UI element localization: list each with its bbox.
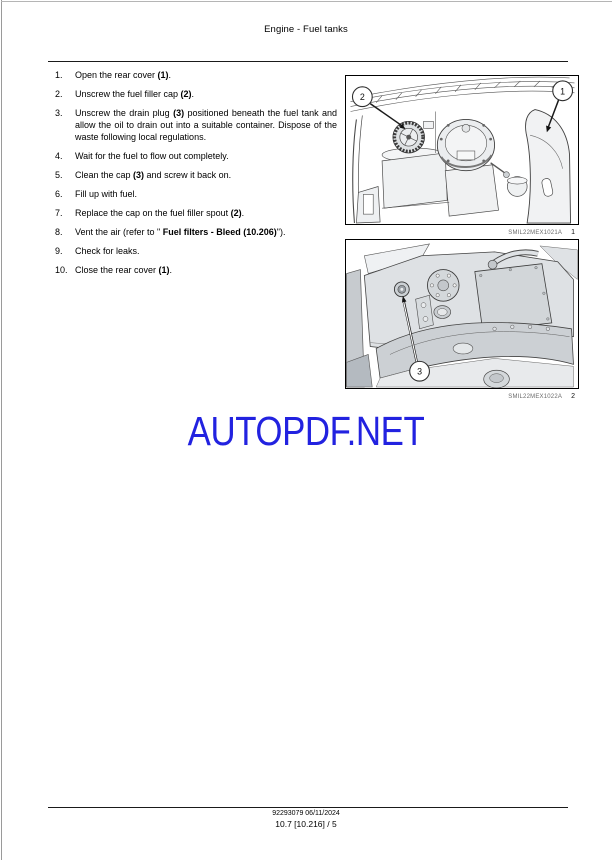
step-text-regular: Wait for the fuel to flow out completely. <box>75 151 229 161</box>
underside-illustration <box>346 240 578 388</box>
step-text <box>75 69 337 81</box>
step-item-9 <box>55 245 337 257</box>
step-item-5 <box>55 169 337 181</box>
step-text-regular: . <box>169 265 173 275</box>
step-item-3 <box>55 107 337 143</box>
step-text-regular: Clean the cap <box>75 170 134 180</box>
step-text-bold: (1) <box>158 265 170 275</box>
callout-1-label: 1 <box>560 86 566 97</box>
procedure-steps <box>55 69 337 283</box>
bolt-flange <box>427 270 459 302</box>
reservoir-body <box>382 153 447 208</box>
step-text-regular: Fill up with fuel. <box>75 189 138 199</box>
figure-1-code: SMIL22MEX1021A <box>508 229 563 236</box>
scan-edge-top <box>1 1 612 2</box>
step-text-regular: positioned beneath the fuel tank and allow the oil to drain out into a suitable container. Dispose of the waste following local regulations. <box>75 108 337 142</box>
step-text <box>75 169 337 181</box>
step-text-regular: Vent the air (refer to " <box>75 227 163 237</box>
step-item-1 <box>55 69 337 81</box>
page-title: Engine - Fuel tanks <box>264 24 348 35</box>
step-number: 6. <box>55 189 63 199</box>
step-text <box>75 150 337 162</box>
step-text-regular: . <box>191 89 195 99</box>
step-text-regular: Open the rear cover <box>75 70 158 80</box>
step-item-6 <box>55 188 337 200</box>
step-text <box>75 188 337 200</box>
step-text <box>75 245 337 257</box>
footer-page-ref: 10.7 [10.216] / 5 <box>275 819 337 829</box>
step-item-10 <box>55 264 337 276</box>
step-text <box>75 107 337 143</box>
figure-2-code: SMIL22MEX1022A <box>508 393 563 400</box>
step-text <box>75 88 337 100</box>
step-number: 2. <box>55 89 63 99</box>
watermark: AUTOPDF.NET <box>187 408 425 454</box>
small-canister <box>507 177 527 197</box>
figure-1-number: 1 <box>571 229 575 236</box>
ring-fitting <box>434 306 451 319</box>
step-text-regular: "). <box>276 227 286 237</box>
step-text-regular: Check for leaks. <box>75 246 140 256</box>
step-text-regular: Unscrew the fuel filler cap <box>75 89 181 99</box>
step-text-regular: Replace the cap on the fuel filler spout <box>75 208 231 218</box>
step-text-bold: (3) <box>173 108 185 118</box>
hood-hatching <box>351 77 575 111</box>
pump-housing <box>437 119 509 177</box>
step-text-bold: (2) <box>180 89 192 99</box>
step-number: 4. <box>55 151 63 161</box>
step-text <box>75 226 337 238</box>
step-text-regular: Unscrew the drain plug <box>75 108 174 118</box>
figure-1 <box>345 75 579 225</box>
step-text-bold: (1) <box>157 70 169 80</box>
step-item-2 <box>55 88 337 100</box>
figure-2 <box>345 239 579 389</box>
bottom-assembly <box>484 370 510 388</box>
step-number: 7. <box>55 208 63 218</box>
footer-doc-number: 92293079 06/11/2024 <box>272 810 340 817</box>
step-text-regular: and screw it back on. <box>144 170 232 180</box>
step-number: 10. <box>55 265 68 275</box>
small-fitting <box>424 121 434 128</box>
step-text-regular: . <box>168 70 172 80</box>
bracket-slot <box>363 194 373 214</box>
step-text <box>75 264 337 276</box>
callout-3-label: 3 <box>417 366 423 377</box>
step-item-8 <box>55 226 337 238</box>
header-rule <box>48 61 568 62</box>
step-text-regular: Close the rear cover <box>75 265 159 275</box>
footer-rule <box>48 807 568 808</box>
drain-plug <box>394 282 409 297</box>
step-text-bold: (3) <box>133 170 145 180</box>
access-panel <box>475 264 552 331</box>
figure-1-caption <box>345 226 579 239</box>
step-item-4 <box>55 150 337 162</box>
step-number: 9. <box>55 246 63 256</box>
scan-edge-left <box>1 0 2 860</box>
step-text-bold: (2) <box>230 208 242 218</box>
step-number: 5. <box>55 170 63 180</box>
engine-bay-illustration <box>346 76 578 224</box>
fuel-filler-cap <box>393 121 425 153</box>
step-item-7 <box>55 207 337 219</box>
callout-2-label: 2 <box>359 92 365 103</box>
step-text-bold: Fuel filters - Bleed (10.206) <box>162 227 277 237</box>
step-number: 8. <box>55 227 63 237</box>
figure-2-caption <box>345 390 579 403</box>
step-number: 1. <box>55 70 63 80</box>
pump-body <box>445 165 498 216</box>
step-number: 3. <box>55 108 63 118</box>
step-text-regular: . <box>241 208 245 218</box>
step-text <box>75 207 337 219</box>
figure-2-number: 2 <box>571 393 575 400</box>
